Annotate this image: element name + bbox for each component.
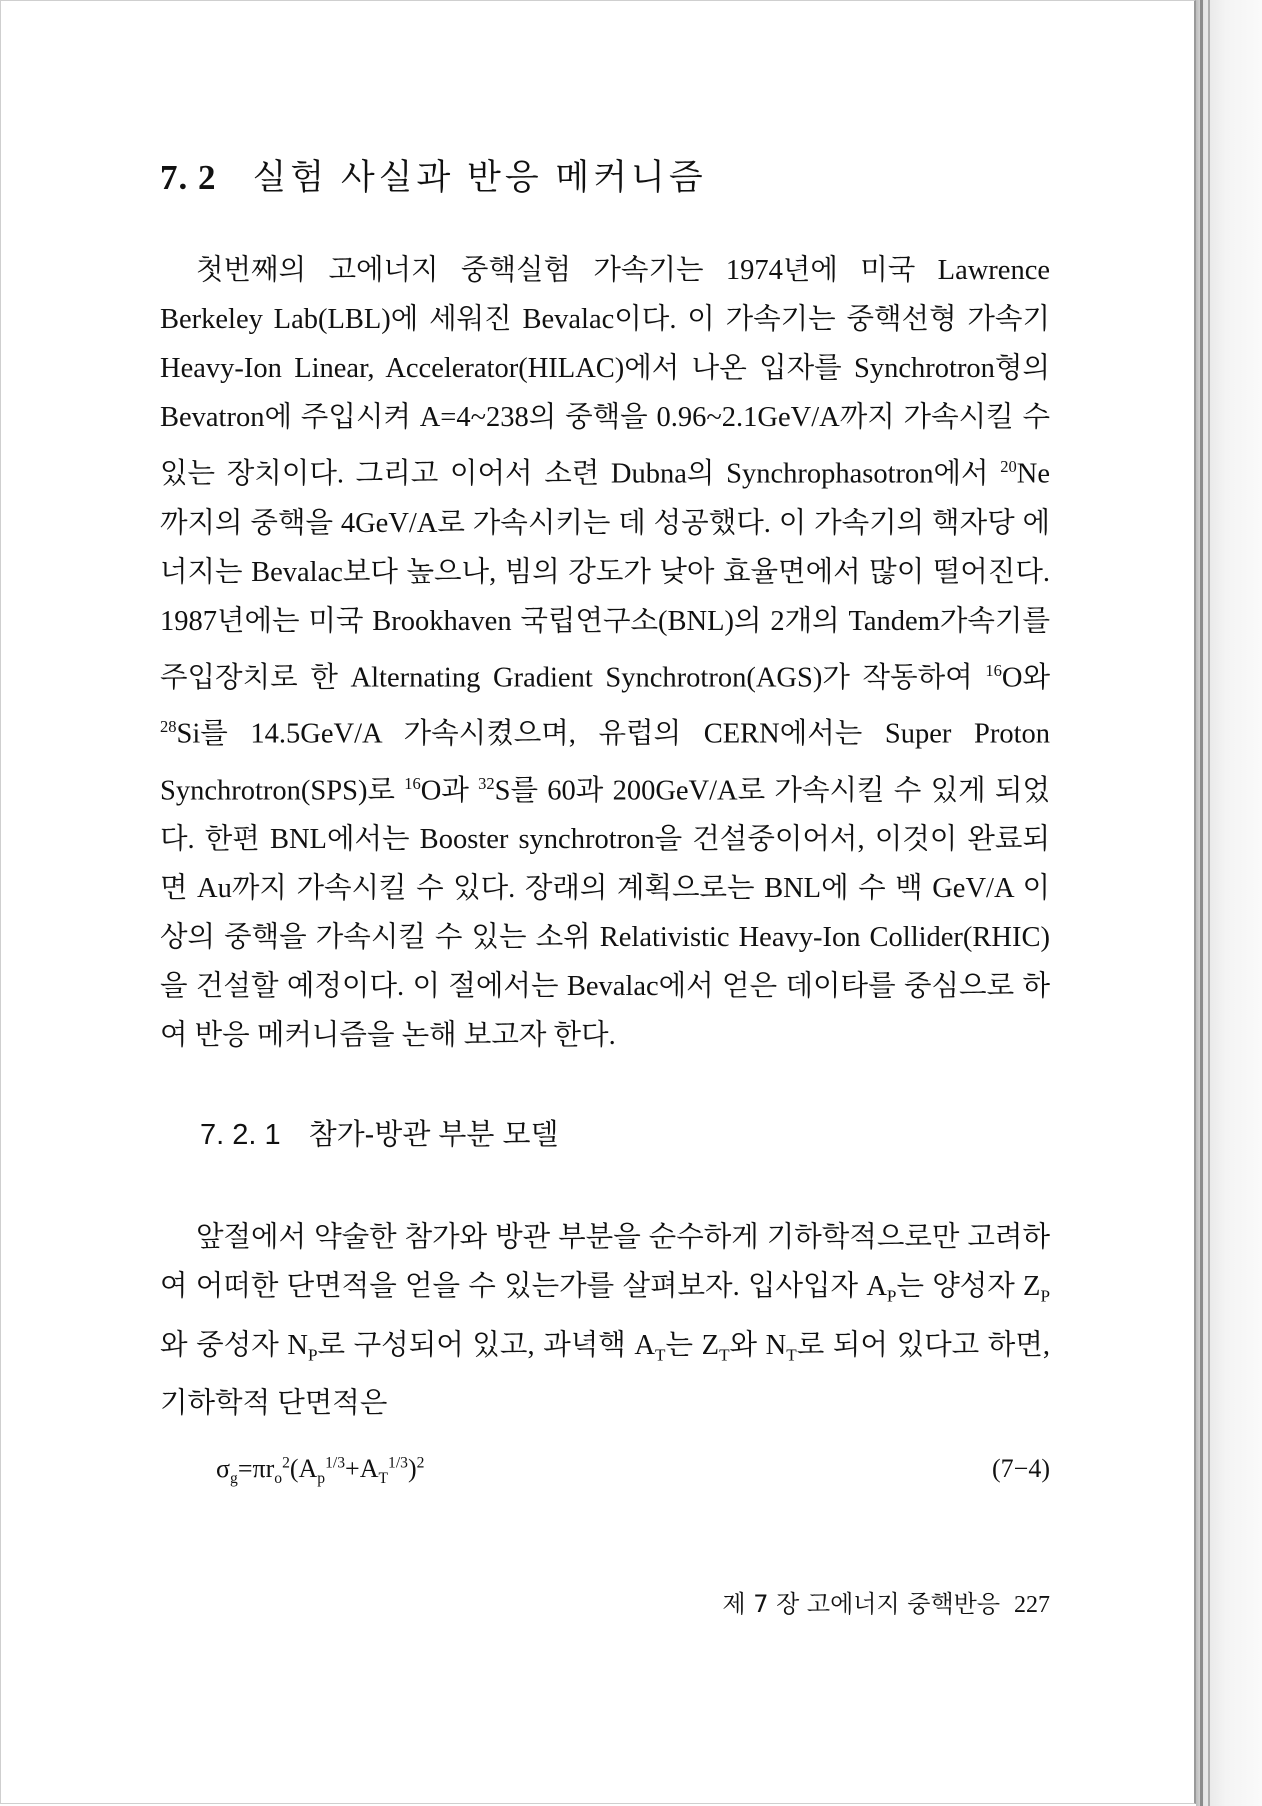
superscript: 2	[282, 1454, 290, 1472]
subscript: P	[307, 1345, 318, 1365]
subscript: P	[1040, 1286, 1050, 1306]
paragraph-text: 로 되어 있다고 하면, 기하학적 단면적은	[160, 1329, 1050, 1420]
subscript: T	[378, 1470, 389, 1488]
paragraph-text: Ne 까지의 중핵을 4GeV/A로 가속시키는 데 성공했다. 이 가속기의 핵자당 에너지는 Bevalac보다 높으나, 빔의 강도가 낮아 효율면에서 많이 떨어진다. 1987년에는 미국 Brookhaven 국립연구소(BNL)의 2개의 Tandem가속기를 주입장치로 한 Alternating Gradient Synchrotron(AGS)가 작동하여	[160, 458, 1050, 693]
subsection-title: 참가-방관 부분 모델	[308, 1119, 559, 1151]
paragraph-text: 로 구성되어 있고, 과녁핵 A	[317, 1329, 656, 1361]
isotope-mass-number: 28	[160, 717, 177, 736]
page-content	[160, 150, 1050, 1500]
subscript: T	[655, 1345, 666, 1365]
isotope-mass-number: 20	[1000, 457, 1017, 476]
superscript: 1/3	[388, 1454, 408, 1472]
isotope-mass-number: 16	[404, 773, 421, 793]
sigma-symbol: σ	[216, 1454, 231, 1484]
page-number: 227	[1014, 1592, 1050, 1618]
equation-number: (7−4)	[992, 1454, 1050, 1484]
superscript: 2	[416, 1454, 425, 1472]
paragraph-text: 앞절에서 약술한 참가와 방관 부분을 순수하게 기하학적으로만 고려하여 어떠한 단면적을 얻을 수 있는가를 살펴보자. 입사입자 A	[160, 1222, 1050, 1302]
paragraph-text: O와	[1001, 662, 1050, 693]
equation-text: (A	[289, 1454, 318, 1484]
paragraph-text: S를 60과 200GeV/A로 가속시킬 수 있게 되었다. 한편 BNL에서는 Booster synchrotron을 건설중이어서, 이것이 완료되면 Au까지 가속시킬 수 있다. 장래의 계획으로는 BNL에 수 백 GeV/A 이상의 중핵을 가속시킬 수 있는 소위 Relativistic Heavy-Ion Collider(RHIC)을 건설할 예정이다. 이 절에서는 Bevalac에서 얻은 데이타를 중심으로 하여 반응 메커니즘을 논해 보고자 한다.	[160, 775, 1050, 1051]
paragraph-text: O과	[420, 775, 479, 806]
equation-text: )	[407, 1454, 417, 1484]
equation-expression	[216, 1454, 424, 1488]
paragraph-text: 와 N	[729, 1329, 787, 1361]
paragraph-text: 는 Z	[665, 1329, 720, 1361]
binding-edge-inner	[1208, 0, 1210, 1806]
subscript: T	[786, 1345, 797, 1365]
paragraph-text: 첫번째의 고에너지 중핵실험 가속기는 1974년에 미국 Lawrence Berkeley Lab(LBL)에 세워진 Bevalac이다. 이 가속기는 중핵선형 가속기 Heavy-Ion Linear, Accelerator(HILAC)에서 나온 입자를 Synchrotron형의 Bevatron에 주입시켜 A=4~238의 중핵을 0.96~2.1GeV/A까지 가속시킬 수 있는 장치이다. 그리고 이어서 소련 Dubna의 Synchrophasotron에서	[160, 255, 1050, 490]
paragraph-text: 와 중성자 N	[160, 1329, 308, 1361]
page-footer	[640, 1584, 1050, 1619]
isotope-mass-number: 32	[478, 773, 495, 793]
superscript: 1/3	[325, 1454, 346, 1472]
subscript: o	[274, 1470, 283, 1488]
section-number: 7. 2	[160, 158, 217, 197]
isotope-mass-number: 16	[985, 660, 1002, 680]
paragraph-geometric-cross-section	[160, 1213, 1050, 1428]
binding-edge	[1200, 0, 1203, 1806]
equation-text: =πr	[237, 1454, 275, 1484]
section-title: 실험 사실과 반응 메커니즘	[252, 158, 707, 197]
binding-shadow	[1196, 0, 1262, 1806]
equation-7-4	[160, 1454, 1050, 1500]
subscript: p	[317, 1470, 326, 1488]
subsection-heading	[200, 1112, 1050, 1153]
paragraph-accelerators	[160, 246, 1050, 1060]
paragraph-text: Si를 14.5GeV/A 가속시켰으며, 유럽의 CERN에서는 Super Proton Synchrotron(SPS)로	[160, 718, 1050, 806]
paragraph-text: 는 양성자 Z	[896, 1271, 1041, 1302]
subscript: T	[719, 1345, 730, 1365]
section-heading	[160, 150, 1050, 200]
subscript: P	[886, 1286, 897, 1306]
running-footer-chapter: 제 7 장 고에너지 중핵반응	[722, 1590, 1000, 1618]
equation-text: +A	[345, 1454, 379, 1484]
subscript: g	[230, 1470, 238, 1488]
subsection-number: 7. 2. 1	[200, 1119, 281, 1151]
